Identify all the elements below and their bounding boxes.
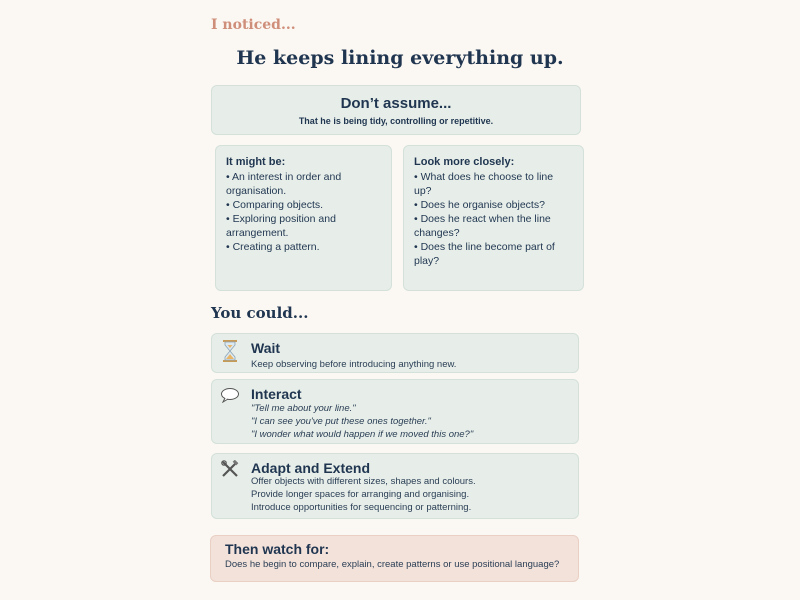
option-title: Wait [251, 340, 281, 356]
option-line: "Tell me about your line." [251, 403, 356, 414]
option-line: Introduce opportunities for sequencing or patterning. [251, 502, 472, 513]
dont-assume-title: Don’t assume... [340, 95, 452, 112]
option-line: "I can see you've put these ones together." [251, 416, 431, 427]
option-interact-card [211, 379, 579, 444]
list-item: • Does he react when the line changes? [414, 213, 551, 239]
list-item: • What does he choose to line up? [414, 171, 554, 197]
dont-assume-card [211, 85, 581, 135]
tools-icon [217, 460, 243, 486]
hourglass-icon [217, 340, 243, 366]
list-item: • Does he organise objects? [414, 199, 545, 211]
watch-for-title: Then watch for: [225, 541, 330, 557]
option-line: "I wonder what would happen if we moved this one?" [251, 429, 474, 440]
might-be-card [215, 145, 392, 291]
option-title: Interact [251, 386, 302, 402]
list-item: • An interest in order and organisation. [226, 171, 342, 197]
list-item: • Comparing objects. [226, 199, 324, 211]
option-description [251, 402, 473, 441]
you-could-heading: You could... [211, 304, 309, 322]
list-item: • Creating a pattern. [226, 241, 320, 253]
option-line: Provide longer spaces for arranging and organising. [251, 489, 470, 500]
watch-for-question: Does he begin to compare, explain, create patterns or use positional language? [225, 559, 560, 570]
look-closely-card [403, 145, 584, 291]
dont-assume-subtitle: That he is being tidy, controlling or repetitive. [298, 116, 494, 126]
option-wait-card [211, 333, 579, 373]
option-description [251, 475, 476, 514]
page-title: He keeps lining everything up. [236, 47, 564, 69]
watch-for-card [210, 535, 579, 582]
option-description [251, 358, 456, 371]
list-item: • Does the line become part of play? [414, 241, 555, 267]
list-item: • Exploring position and arrangement. [226, 213, 336, 239]
option-adapt-card [211, 453, 579, 519]
might-be-heading: It might be: [226, 156, 286, 168]
noticed-label: I noticed... [211, 17, 296, 33]
option-title: Adapt and Extend [251, 460, 371, 476]
look-closely-heading: Look more closely: [414, 156, 515, 168]
option-line: Offer objects with different sizes, shapes and colours. [251, 476, 476, 487]
speech-bubble-icon [217, 386, 243, 412]
option-line: Keep observing before introducing anything new. [251, 359, 457, 370]
